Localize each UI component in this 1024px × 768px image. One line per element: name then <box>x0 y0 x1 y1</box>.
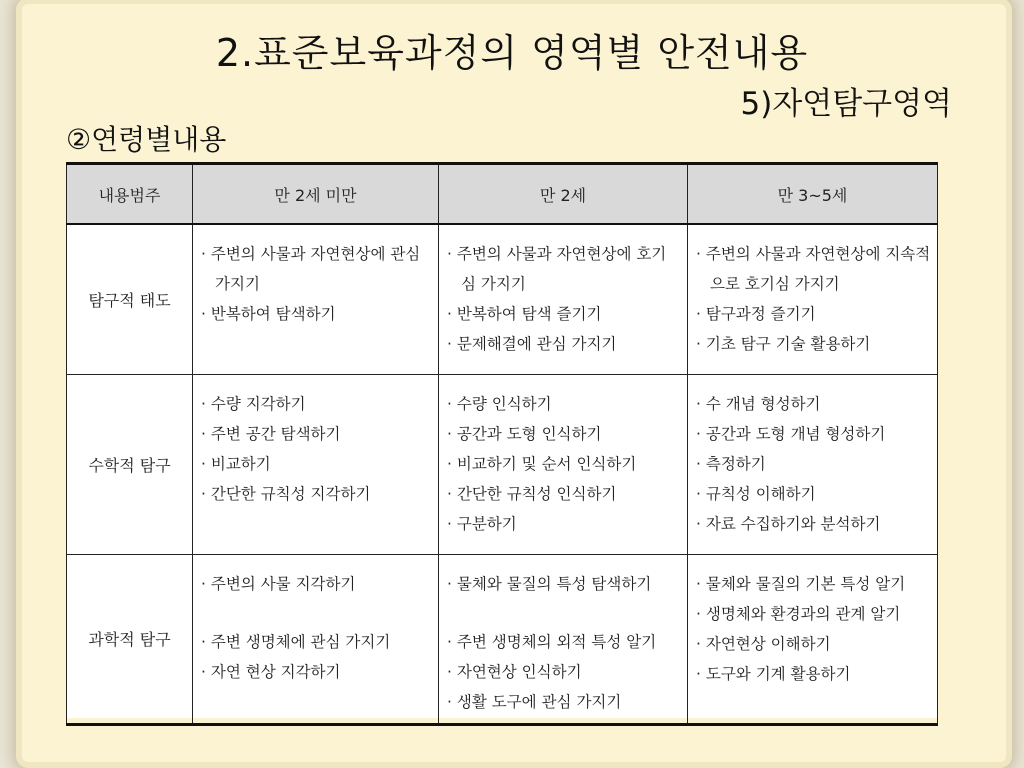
category-cell: 과학적 탐구 <box>67 554 193 724</box>
list-item: · 규칙성 이해하기 <box>696 484 816 503</box>
content-table <box>66 162 938 726</box>
list-item: · 주변의 사물과 자연현상에 관심 가지기 <box>201 245 421 293</box>
content-cell <box>688 224 938 374</box>
list-item: · 간단한 규칙성 인식하기 <box>447 484 617 503</box>
list-item: · 간단한 규칙성 지각하기 <box>201 484 371 503</box>
content-cell <box>439 374 688 554</box>
table-header-row <box>67 164 938 225</box>
column-header: 만 3~5세 <box>688 164 938 225</box>
list-item: · 생명체와 환경과의 관계 알기 <box>696 604 901 623</box>
list-item: · 공간과 도형 개념 형성하기 <box>696 424 886 443</box>
list-item: · 구분하기 <box>447 514 517 533</box>
list-item: · 주변 생명체에 관심 가지기 <box>201 632 391 651</box>
column-header: 만 2세 미만 <box>193 164 439 225</box>
list-item: · 수량 지각하기 <box>201 394 306 413</box>
list-item: · 반복하여 탐색 즐기기 <box>447 305 602 323</box>
table-row <box>67 374 938 554</box>
list-item: · 자연 현상 지각하기 <box>201 662 341 681</box>
list-item: · 수 개념 형성하기 <box>696 394 821 413</box>
list-item: · 주변의 사물과 자연현상에 호기심 가지기 <box>447 245 667 293</box>
content-cell <box>193 554 439 724</box>
list-item: · 자료 수집하기와 분석하기 <box>696 514 881 533</box>
list-item: · 생활 도구에 관심 가지기 <box>447 692 622 711</box>
column-header: 만 2세 <box>439 164 688 225</box>
list-item: · 주변 공간 탐색하기 <box>201 424 341 443</box>
content-cell <box>193 224 439 374</box>
page-subtitle: 5)자연탐구영역 <box>740 86 952 122</box>
column-header: 내용범주 <box>67 164 193 225</box>
list-item: · 도구와 기계 활용하기 <box>696 664 851 683</box>
category-cell: 수학적 탐구 <box>67 374 193 554</box>
table-row <box>67 554 938 724</box>
list-item: · 물체와 물질의 특성 탐색하기 <box>447 574 652 593</box>
content-cell <box>439 224 688 374</box>
content-cell <box>688 554 938 724</box>
list-item: · 기초 탐구 기술 활용하기 <box>696 335 871 353</box>
list-item: · 주변의 사물 지각하기 <box>201 574 356 593</box>
table-row <box>67 224 938 374</box>
content-table-container <box>66 162 937 718</box>
category-cell: 탐구적 태도 <box>67 224 193 374</box>
list-item: · 문제해결에 관심 가지기 <box>447 335 617 353</box>
section-label: ②연령별내용 <box>66 123 227 156</box>
list-item: · 주변의 사물과 자연현상에 지속적으로 호기심 가지기 <box>696 245 931 293</box>
list-item: · 공간과 도형 인식하기 <box>447 424 602 443</box>
list-item: · 주변 생명체의 외적 특성 알기 <box>447 632 657 651</box>
content-cell <box>439 554 688 724</box>
list-item: · 수량 인식하기 <box>447 394 552 413</box>
list-item: · 물체와 물질의 기본 특성 알기 <box>696 574 906 593</box>
page-title: 2.표준보육과정의 영역별 안전내용 <box>215 31 809 75</box>
list-item: · 자연현상 인식하기 <box>447 662 582 681</box>
list-item: · 비교하기 및 순서 인식하기 <box>447 454 637 473</box>
content-cell <box>193 374 439 554</box>
list-item: · 비교하기 <box>201 454 271 473</box>
list-item: · 반복하여 탐색하기 <box>201 305 336 323</box>
list-item: · 탐구과정 즐기기 <box>696 305 816 323</box>
list-item: · 측정하기 <box>696 454 766 473</box>
list-item: · 자연현상 이해하기 <box>696 634 831 653</box>
content-cell <box>688 374 938 554</box>
